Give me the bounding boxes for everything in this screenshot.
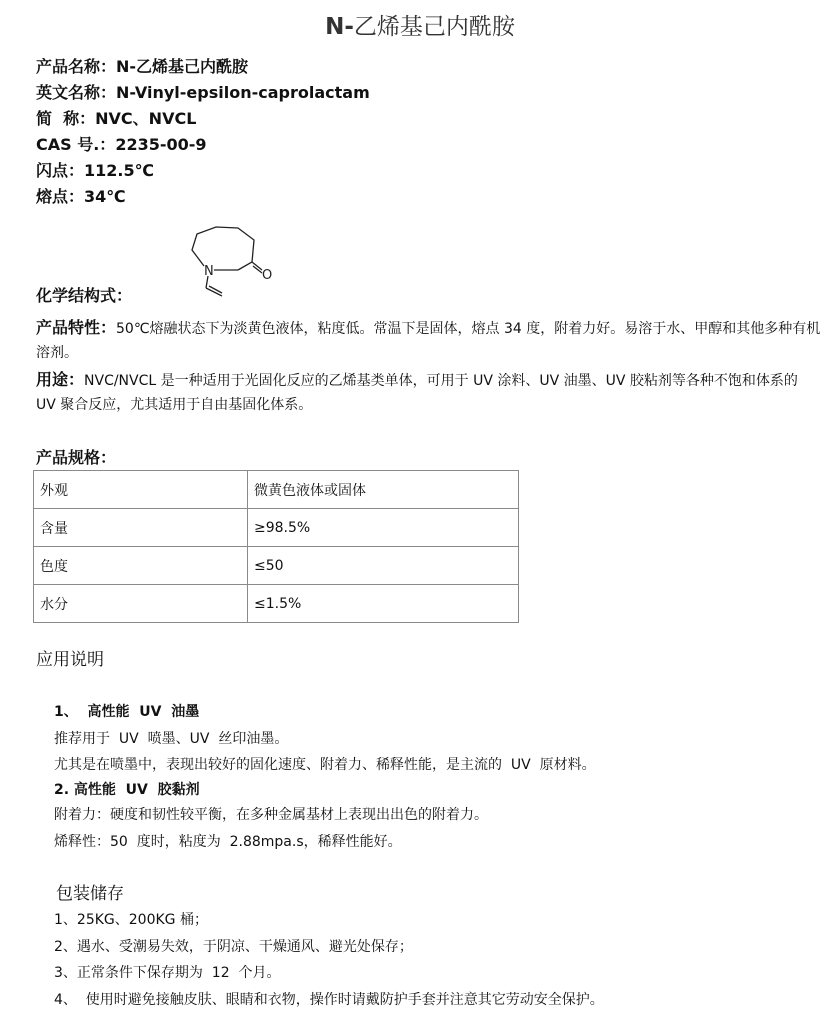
application-item2-line: 附着力：硬度和韧性较平衡，在多种金属基材上表现出出色的附着力。	[54, 807, 488, 823]
spec-value: 微黄色液体或固体	[248, 471, 519, 509]
properties-text: 50℃熔融状态下为淡黄色液体，粘度低。常温下是固体，熔点 34 度，附着力好。易溶于水、甲醇和其他多种有机溶剂。	[36, 321, 821, 361]
usage-paragraph	[36, 368, 822, 417]
field-cas	[36, 133, 207, 157]
application-item1-line: 推荐用于 UV 喷墨、UV 丝印油墨。	[54, 731, 289, 747]
packaging-heading: 包装储存	[56, 884, 124, 904]
application-item2-title: 2. 高性能 UV 胶黏剂	[54, 782, 200, 798]
application-item1-line: 尤其是在喷墨中，表现出较好的固化速度、附着力、稀释性能，是主流的 UV 原材料。	[54, 757, 596, 773]
table-row	[34, 547, 519, 585]
packaging-line: 4、 使用时避免接触皮肤、眼睛和衣物，操作时请戴防护手套并注意其它劳动安全保护。	[54, 992, 604, 1008]
usage-text: NVC/NVCL 是一种适用于光固化反应的乙烯基类单体，可用于 UV 涂料、UV 油墨、UV 胶粘剂等各种不饱和体系的 UV 聚合反应，尤其适用于自由基固化体系。	[36, 373, 798, 413]
spec-value: ≤1.5%	[248, 585, 519, 623]
spec-heading: 产品规格：	[36, 448, 117, 467]
usage-label: 用途：	[36, 370, 85, 389]
spec-value: ≥98.5%	[248, 509, 519, 547]
atom-nitrogen: N	[204, 264, 214, 279]
page-title	[0, 10, 840, 44]
spec-key: 含量	[34, 509, 248, 547]
field-value: NVC、NVCL	[95, 109, 197, 128]
field-label: 闪点：	[36, 161, 85, 180]
field-value: 34℃	[84, 187, 126, 206]
field-short-name	[36, 107, 196, 131]
field-value: 112.5℃	[84, 161, 154, 180]
spec-key: 水分	[34, 585, 248, 623]
packaging-line: 1、25KG、200KG 桶；	[54, 912, 208, 928]
properties-paragraph	[36, 316, 822, 365]
field-flash-point	[36, 159, 154, 183]
chemical-structure-diagram	[180, 222, 280, 302]
spec-table	[33, 470, 519, 623]
field-label: 产品名称：	[36, 57, 117, 76]
packaging-line: 2、遇水、受潮易失效，于阴凉、干燥通风、避光处保存；	[54, 939, 413, 955]
atom-oxygen: O	[262, 268, 273, 283]
application-heading: 应用说明	[36, 650, 104, 670]
field-label: 英文名称：	[36, 83, 117, 102]
table-row	[34, 509, 519, 547]
field-english-name	[36, 81, 370, 105]
spec-key: 外观	[34, 471, 248, 509]
field-label: 熔点：	[36, 187, 85, 206]
field-melting-point	[36, 185, 126, 209]
application-item1-title: 1、 高性能 UV 油墨	[54, 704, 200, 720]
field-label: 简 称：	[36, 109, 96, 128]
field-value: N-乙烯基己内酰胺	[116, 57, 249, 76]
field-value: 2235-00-9	[115, 135, 207, 154]
structure-label: 化学结构式：	[36, 286, 133, 305]
table-row	[34, 585, 519, 623]
packaging-line: 3、正常条件下保存期为 12 个月。	[54, 965, 281, 981]
spec-key: 色度	[34, 547, 248, 585]
application-item2-line: 烯释性：50 度时，粘度为 2.88mpa.s，稀释性能好。	[54, 834, 402, 850]
field-product-name	[36, 55, 248, 79]
title-main: 乙烯基己内酰胺	[353, 14, 515, 40]
title-prefix: N-	[325, 14, 354, 40]
properties-label: 产品特性：	[36, 318, 117, 337]
field-value: N-Vinyl-epsilon-caprolactam	[116, 83, 370, 102]
table-row	[34, 471, 519, 509]
spec-value: ≤50	[248, 547, 519, 585]
field-label: CAS 号.：	[36, 135, 116, 154]
